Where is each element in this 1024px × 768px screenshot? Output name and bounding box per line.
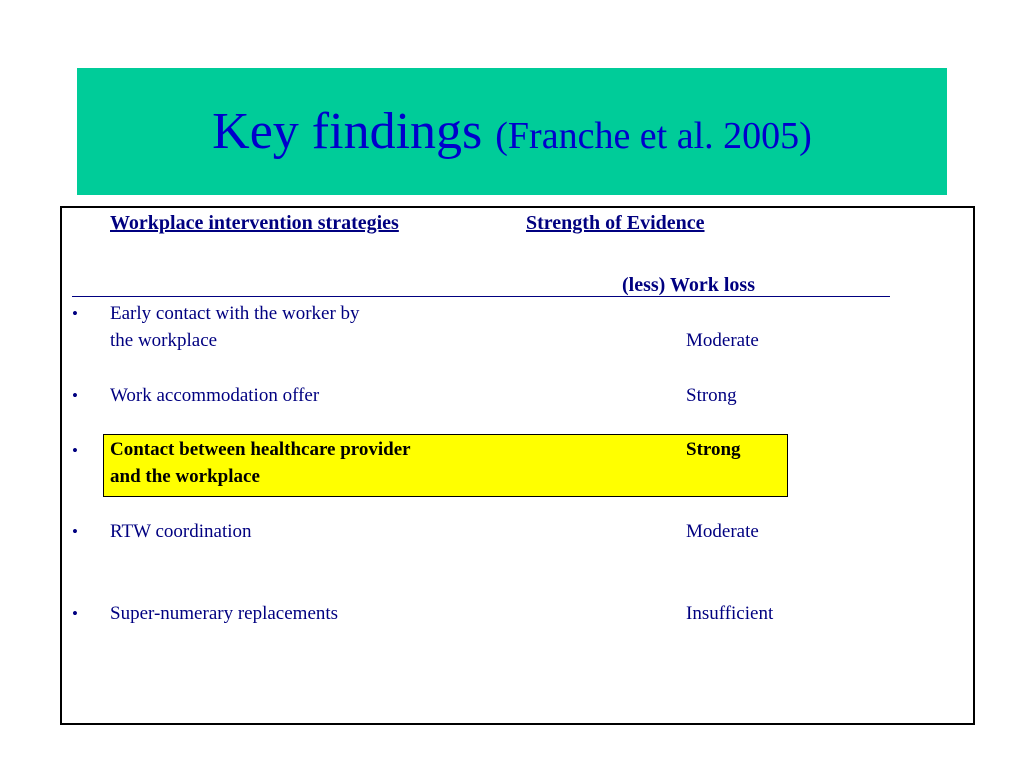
bullet-marker: • bbox=[72, 386, 78, 405]
bullet-marker: • bbox=[72, 604, 78, 623]
row-4-evidence: Moderate bbox=[686, 521, 759, 542]
bullet-marker: • bbox=[72, 441, 78, 460]
row-1-evidence: Moderate bbox=[686, 330, 759, 351]
row-1-strategy-line-1: Early contact with the worker by bbox=[110, 303, 360, 324]
bullet-marker: • bbox=[72, 522, 78, 541]
slide-title bbox=[212, 102, 812, 161]
findings-table bbox=[60, 206, 975, 725]
subheader-work-loss: (less) Work loss bbox=[622, 274, 755, 296]
title-citation: (Franche et al. 2005) bbox=[495, 115, 812, 157]
row-5-strategy: Super-numerary replacements bbox=[110, 603, 339, 624]
title-main-text: Key findings bbox=[212, 103, 483, 160]
row-3-evidence: Strong bbox=[686, 439, 741, 460]
row-3-strategy-line-2: and the workplace bbox=[110, 466, 260, 487]
row-5-evidence: Insufficient bbox=[686, 603, 774, 624]
row-2-evidence: Strong bbox=[686, 385, 737, 406]
title-banner bbox=[77, 68, 947, 195]
row-4-strategy: RTW coordination bbox=[110, 521, 252, 542]
row-3-strategy-line-1: Contact between healthcare provider bbox=[110, 439, 411, 460]
header-strategies: Workplace intervention strategies bbox=[110, 212, 399, 234]
header-divider bbox=[72, 296, 890, 297]
header-evidence: Strength of Evidence bbox=[526, 212, 705, 234]
bullet-marker: • bbox=[72, 304, 78, 323]
row-2-strategy: Work accommodation offer bbox=[110, 385, 320, 406]
row-1-strategy-line-2: the workplace bbox=[110, 330, 218, 351]
